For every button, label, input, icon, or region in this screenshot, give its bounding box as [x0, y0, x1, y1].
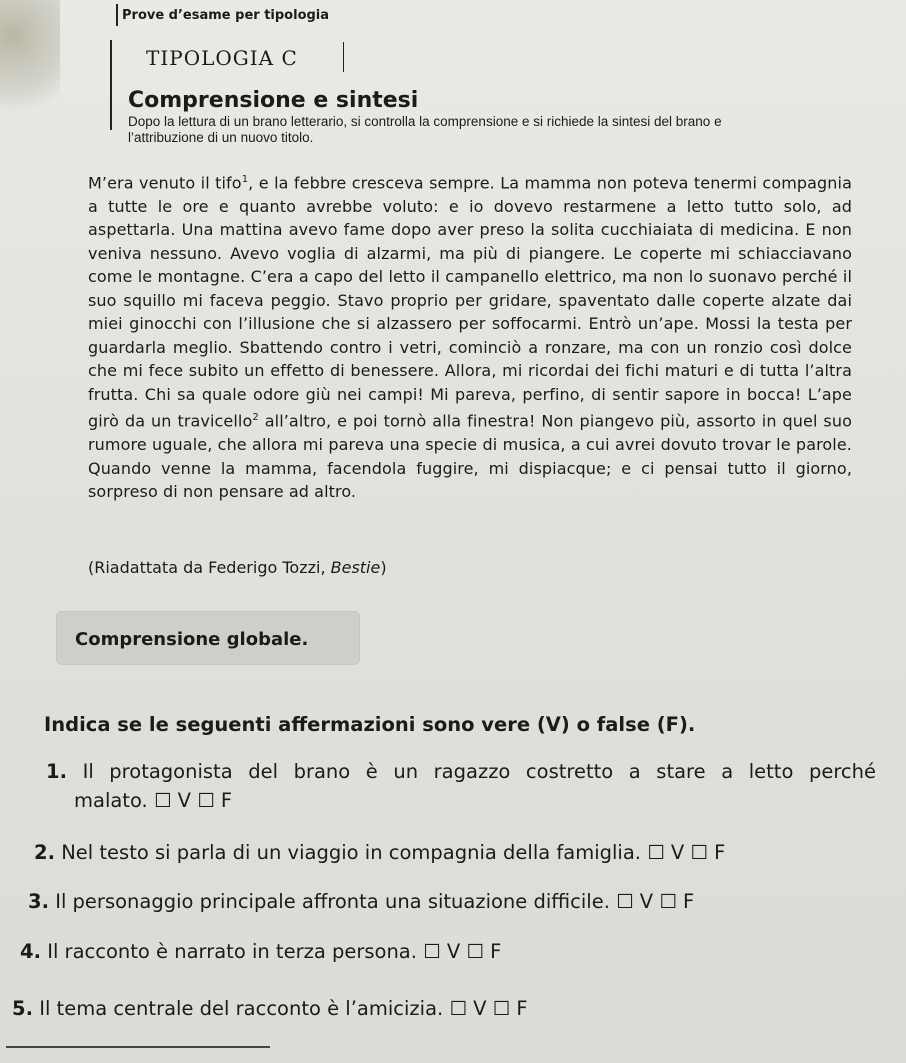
statement-3: [28, 887, 858, 916]
checkbox-false[interactable]: ☐ F: [466, 940, 502, 963]
statement-text: Il protagonista del brano è un ragazzo costretto a stare a letto perché: [82, 760, 876, 783]
statement-number: 5.: [12, 997, 33, 1020]
tipologia-label: TIPOLOGIA C: [146, 46, 298, 70]
section-label: Prove d’esame per tipologia: [122, 8, 330, 23]
statement-text: Il racconto è narrato in terza persona.: [47, 940, 417, 963]
statement-number: 3.: [28, 890, 49, 913]
checkbox-false[interactable]: ☐ F: [659, 890, 695, 913]
passage-text-2: , e la febbre cresceva sempre. La mamma non poteva tenermi compagnia a tutte le ore e quanto avrebbe voluto: e io dovevo restarmene a letto tutto solo, ad aspettarla. Una mattina avevo fame dopo aver preso la solita cucchiaiata di medicina. E non veniva nessuno. Avevo voglia di alzarmi, ma più di piangere. Le coperte mi schiacciavano come le montagne. C’era a capo del letto il campanello elettrico, ma non lo suonavo perché il suo squillo mi faceva peggio. Stavo proprio per gridare, spaventato dalle coperte alzate dai miei ginocchi con l’illusione che si alzassero per soffocarmi. Entrò un’ape. Mossi la testa per guardarla meglio. Sbattendo contro i vetri, cominciò a ronzare, ma con un ronzio così dolce che mi fece subito un effetto di benessere. Allora, mi ricordai dei fichi maturi e di tutta l’altra frutta. Chi sa quale odore giù nei campi! Mi pareva, perfino, di sentir sapore in bocca! L’ape girò da un travicello: [88, 173, 852, 431]
statement-number: 2.: [34, 841, 55, 864]
tipologia-box: [122, 42, 344, 72]
statement-text: Il tema centrale del racconto è l’amicizia.: [39, 997, 444, 1020]
checkbox-true[interactable]: ☐ V: [616, 890, 654, 913]
bottom-rule: [6, 1046, 270, 1048]
footnote-ref-1: 1: [241, 174, 249, 185]
checkbox-false[interactable]: ☐ F: [492, 997, 528, 1020]
statement-number: 4.: [20, 940, 41, 963]
comprehension-box: [56, 611, 360, 665]
checkbox-false[interactable]: ☐ F: [197, 789, 233, 812]
statement-5: [12, 994, 842, 1023]
statement-1-line1: [46, 757, 876, 786]
source-title: Bestie: [330, 558, 381, 577]
statement-2: [34, 838, 864, 867]
passage-text-1: M’era venuto il tifo: [88, 173, 242, 193]
passage-source: [88, 558, 387, 577]
checkbox-true[interactable]: ☐ V: [153, 789, 191, 812]
statement-number: 1.: [46, 760, 67, 783]
statement-text: Il personaggio principale affronta una situazione difficile.: [55, 890, 610, 913]
reading-passage: [88, 168, 852, 504]
source-prefix: (Riadattata da Federigo Tozzi,: [88, 558, 331, 577]
task-instruction: Indica se le seguenti affermazioni sono vere (V) o false (F).: [44, 713, 696, 736]
statement-text: Nel testo si parla di un viaggio in compagnia della famiglia.: [61, 841, 641, 864]
passage-text-3: all’altro, e poi tornò alla finestra! Non piangevo più, assorto in quel suo rumore uguale, che allora mi pareva una specie di musica, a cui avrei dovuto trovar le parole. Quando venne la mamma, facendola fuggire, mi dispiacque; e ci pensai tutto il giorno, sorpreso di non pensare ad altro.: [88, 411, 852, 502]
checkbox-true[interactable]: ☐ V: [647, 841, 685, 864]
comprehension-title: Comprensione globale.: [75, 629, 309, 650]
statement-text: malato.: [74, 789, 148, 812]
checkbox-true[interactable]: ☐ V: [423, 940, 461, 963]
section-instructions: Dopo la lettura di un brano letterario, si controlla la comprensione e si richiede la sintesi del brano e l’attribuzione di un nuovo titolo.: [128, 114, 722, 145]
source-suffix: ): [380, 558, 387, 577]
statement-1: [46, 757, 876, 815]
checkbox-false[interactable]: ☐ F: [690, 841, 726, 864]
statement-1-line2: [46, 786, 876, 815]
checkbox-true[interactable]: ☐ V: [449, 997, 487, 1020]
margin-rule: [110, 40, 112, 130]
header-rule: [116, 4, 118, 26]
section-title: Comprensione e sintesi: [128, 88, 419, 113]
statement-4: [20, 937, 850, 966]
footnote-ref-2: 2: [252, 412, 259, 424]
page-edge-shadow: [0, 0, 60, 120]
